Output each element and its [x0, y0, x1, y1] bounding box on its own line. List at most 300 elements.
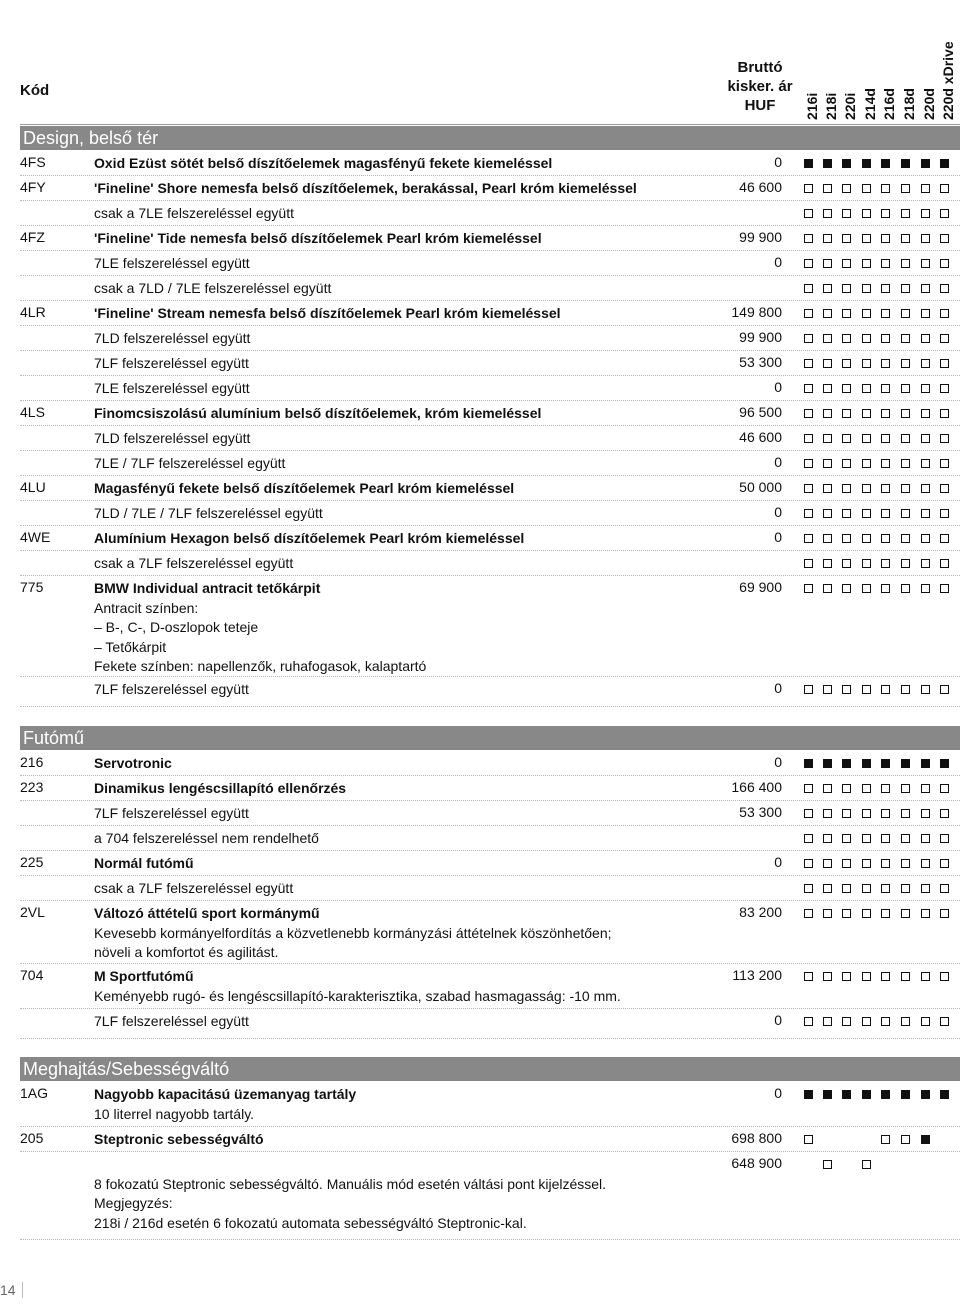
option-price: 166 400 — [731, 779, 782, 795]
optional-equipment-icon — [940, 184, 949, 193]
row-divider — [20, 325, 960, 326]
model-label: 216d — [881, 88, 897, 120]
option-code: 223 — [20, 779, 44, 795]
optional-equipment-icon — [921, 259, 930, 268]
row-divider — [20, 450, 960, 451]
optional-equipment-icon — [901, 409, 910, 418]
option-title: 7LE / 7LF felszereléssel együtt — [94, 455, 286, 471]
optional-equipment-icon — [862, 834, 871, 843]
optional-equipment-icon — [940, 459, 949, 468]
standard-equipment-icon — [862, 759, 871, 768]
option-description — [94, 579, 714, 677]
optional-equipment-icon — [940, 359, 949, 368]
option-description — [94, 680, 714, 700]
optional-equipment-icon — [862, 184, 871, 193]
standard-equipment-icon — [881, 759, 890, 768]
optional-equipment-icon — [881, 809, 890, 818]
option-price: 0 — [774, 1012, 782, 1028]
model-header — [919, 12, 939, 120]
standard-equipment-icon — [842, 159, 851, 168]
model-header — [938, 12, 958, 120]
model-label: 220d — [921, 88, 937, 120]
optional-equipment-icon — [823, 234, 832, 243]
optional-equipment-icon — [881, 1135, 890, 1144]
optional-equipment-icon — [842, 209, 851, 218]
model-header — [821, 12, 841, 120]
optional-equipment-icon — [862, 1160, 871, 1169]
optional-equipment-icon — [940, 409, 949, 418]
row-divider — [20, 425, 960, 426]
option-note: 218i / 216d esetén 6 fokozatú automata sebességváltó Steptronic-kal. — [94, 1214, 527, 1231]
row-divider — [20, 800, 960, 801]
standard-equipment-icon — [881, 1090, 890, 1099]
optional-equipment-icon — [940, 484, 949, 493]
optional-equipment-icon — [823, 559, 832, 568]
option-note: Keményebb rugó- és lengéscsillapító-karakterisztika, szabad hasmagasság: -10 mm. — [94, 987, 621, 1004]
standard-equipment-icon — [940, 759, 949, 768]
optional-equipment-icon — [842, 384, 851, 393]
row-divider — [20, 500, 960, 501]
option-title: Dinamikus lengéscsillapító ellenőrzés — [94, 780, 347, 796]
optional-equipment-icon — [921, 384, 930, 393]
option-code: 775 — [20, 579, 44, 595]
option-title — [94, 1155, 714, 1175]
optional-equipment-icon — [901, 909, 910, 918]
option-description — [94, 967, 714, 1006]
model-label: 218d — [901, 88, 917, 120]
option-title: csak a 7LD / 7LE felszereléssel együtt — [94, 280, 332, 296]
optional-equipment-icon — [881, 309, 890, 318]
optional-equipment-icon — [940, 309, 949, 318]
option-price: 0 — [774, 379, 782, 395]
row-divider — [20, 225, 960, 226]
option-title: Finomcsiszolású alumínium belső díszítőelemek, króm kiemeléssel — [94, 405, 542, 421]
row-divider — [20, 375, 960, 376]
optional-equipment-icon — [862, 434, 871, 443]
option-note: Fekete színben: napellenzők, ruhafogasok, kalaptartó — [94, 658, 427, 674]
optional-equipment-icon — [901, 484, 910, 493]
option-title: 7LF felszereléssel együtt — [94, 355, 249, 371]
optional-equipment-icon — [823, 184, 832, 193]
option-note: Megjegyzés: — [94, 1195, 173, 1211]
optional-equipment-icon — [823, 409, 832, 418]
row-divider — [20, 575, 960, 576]
option-price: 99 900 — [739, 329, 782, 345]
optional-equipment-icon — [881, 409, 890, 418]
option-title: BMW Individual antracit tetőkárpit — [94, 580, 321, 596]
row-divider — [20, 875, 960, 876]
optional-equipment-icon — [862, 559, 871, 568]
option-price: 0 — [774, 529, 782, 545]
optional-equipment-icon — [804, 384, 813, 393]
option-note: Kevesebb kormányelfordítás a közvetlenebb kormányzási áttételnek köszönhetően; — [94, 924, 612, 941]
optional-equipment-icon — [921, 809, 930, 818]
row-divider — [20, 1126, 960, 1127]
optional-equipment-icon — [921, 334, 930, 343]
optional-equipment-icon — [862, 284, 871, 293]
optional-equipment-icon — [901, 559, 910, 568]
option-title: M Sportfutómű — [94, 968, 194, 984]
optional-equipment-icon — [940, 334, 949, 343]
option-description — [94, 804, 714, 824]
optional-equipment-icon — [881, 284, 890, 293]
optional-equipment-icon — [842, 859, 851, 868]
optional-equipment-icon — [823, 209, 832, 218]
option-price: 99 900 — [739, 229, 782, 245]
option-title: 7LF felszereléssel együtt — [94, 681, 249, 697]
standard-equipment-icon — [921, 1090, 930, 1099]
optional-equipment-icon — [842, 334, 851, 343]
option-description — [94, 1130, 714, 1150]
optional-equipment-icon — [862, 859, 871, 868]
optional-equipment-icon — [862, 685, 871, 694]
option-title: csak a 7LF felszereléssel együtt — [94, 555, 294, 571]
optional-equipment-icon — [823, 1160, 832, 1169]
optional-equipment-icon — [881, 884, 890, 893]
optional-equipment-icon — [901, 284, 910, 293]
optional-equipment-icon — [921, 284, 930, 293]
option-title: Magasfényű fekete belső díszítőelemek Pearl króm kiemeléssel — [94, 480, 515, 496]
option-price: 0 — [774, 254, 782, 270]
optional-equipment-icon — [842, 234, 851, 243]
optional-equipment-icon — [901, 534, 910, 543]
option-price: 0 — [774, 154, 782, 170]
option-description — [94, 304, 714, 324]
standard-equipment-icon — [804, 159, 813, 168]
optional-equipment-icon — [842, 584, 851, 593]
row-divider — [20, 200, 960, 201]
optional-equipment-icon — [804, 184, 813, 193]
row-divider — [20, 963, 960, 964]
option-title: csak a 7LE felszereléssel együtt — [94, 205, 294, 221]
optional-equipment-icon — [842, 784, 851, 793]
standard-equipment-icon — [901, 1090, 910, 1099]
section-header: Design, belső tér — [20, 126, 960, 150]
standard-equipment-icon — [901, 759, 910, 768]
option-description — [94, 179, 714, 199]
optional-equipment-icon — [823, 434, 832, 443]
option-price: 0 — [774, 754, 782, 770]
standard-equipment-icon — [921, 759, 930, 768]
option-code: 4LU — [20, 479, 46, 495]
optional-equipment-icon — [804, 259, 813, 268]
optional-equipment-icon — [823, 509, 832, 518]
option-description — [94, 504, 714, 524]
optional-equipment-icon — [862, 584, 871, 593]
option-price: 69 900 — [739, 579, 782, 595]
standard-equipment-icon — [881, 159, 890, 168]
row-divider — [20, 275, 960, 276]
option-code: 4FS — [20, 154, 46, 170]
header-divider — [20, 124, 960, 125]
optional-equipment-icon — [940, 559, 949, 568]
standard-equipment-icon — [823, 1090, 832, 1099]
optional-equipment-icon — [823, 972, 832, 981]
model-header — [899, 12, 919, 120]
row-divider — [20, 175, 960, 176]
standard-equipment-icon — [823, 159, 832, 168]
optional-equipment-icon — [901, 334, 910, 343]
optional-equipment-icon — [823, 809, 832, 818]
row-divider — [20, 400, 960, 401]
optional-equipment-icon — [940, 972, 949, 981]
optional-equipment-icon — [842, 459, 851, 468]
optional-equipment-icon — [921, 559, 930, 568]
option-note: növeli a komfortot és agilitást. — [94, 944, 279, 960]
optional-equipment-icon — [804, 209, 813, 218]
optional-equipment-icon — [804, 1135, 813, 1144]
optional-equipment-icon — [804, 334, 813, 343]
optional-equipment-icon — [921, 434, 930, 443]
row-divider — [20, 250, 960, 251]
optional-equipment-icon — [823, 484, 832, 493]
option-price: 648 900 — [731, 1155, 782, 1171]
optional-equipment-icon — [804, 809, 813, 818]
standard-equipment-icon — [862, 1090, 871, 1099]
option-price: 53 300 — [739, 354, 782, 370]
optional-equipment-icon — [921, 534, 930, 543]
optional-equipment-icon — [940, 584, 949, 593]
optional-equipment-icon — [901, 884, 910, 893]
optional-equipment-icon — [901, 184, 910, 193]
standard-equipment-icon — [921, 1135, 930, 1144]
optional-equipment-icon — [804, 284, 813, 293]
option-description — [94, 404, 714, 424]
option-title: Normál futómű — [94, 855, 194, 871]
optional-equipment-icon — [921, 359, 930, 368]
optional-equipment-icon — [862, 909, 871, 918]
optional-equipment-icon — [940, 434, 949, 443]
optional-equipment-icon — [901, 359, 910, 368]
optional-equipment-icon — [862, 884, 871, 893]
optional-equipment-icon — [804, 584, 813, 593]
optional-equipment-icon — [921, 584, 930, 593]
option-description — [94, 1155, 714, 1233]
optional-equipment-icon — [842, 884, 851, 893]
optional-equipment-icon — [901, 434, 910, 443]
optional-equipment-icon — [921, 884, 930, 893]
option-code: 216 — [20, 754, 44, 770]
option-title: Servotronic — [94, 755, 172, 771]
optional-equipment-icon — [921, 834, 930, 843]
section-end-divider — [20, 1239, 960, 1240]
optional-equipment-icon — [862, 534, 871, 543]
optional-equipment-icon — [842, 409, 851, 418]
option-title: 7LE felszereléssel együtt — [94, 255, 250, 271]
optional-equipment-icon — [842, 809, 851, 818]
optional-equipment-icon — [804, 685, 813, 694]
price-column-header — [715, 58, 805, 115]
optional-equipment-icon — [862, 409, 871, 418]
optional-equipment-icon — [881, 534, 890, 543]
row-divider — [20, 825, 960, 826]
optional-equipment-icon — [921, 184, 930, 193]
optional-equipment-icon — [901, 1017, 910, 1026]
option-description — [94, 829, 714, 849]
optional-equipment-icon — [921, 234, 930, 243]
optional-equipment-icon — [940, 259, 949, 268]
section-header: Meghajtás/Sebességváltó — [20, 1057, 960, 1081]
row-divider — [20, 525, 960, 526]
option-code: 205 — [20, 1130, 44, 1146]
optional-equipment-icon — [881, 509, 890, 518]
optional-equipment-icon — [881, 584, 890, 593]
row-divider — [20, 300, 960, 301]
option-description — [94, 554, 714, 574]
optional-equipment-icon — [881, 359, 890, 368]
option-note: 10 literrel nagyobb tartály. — [94, 1105, 255, 1122]
optional-equipment-icon — [901, 809, 910, 818]
optional-equipment-icon — [862, 384, 871, 393]
option-price: 53 300 — [739, 804, 782, 820]
option-title: 7LD felszereléssel együtt — [94, 330, 251, 346]
optional-equipment-icon — [881, 434, 890, 443]
optional-equipment-icon — [921, 209, 930, 218]
option-price: 96 500 — [739, 404, 782, 420]
optional-equipment-icon — [901, 384, 910, 393]
option-code: 4FY — [20, 179, 46, 195]
section-header: Futómű — [20, 726, 960, 750]
option-title: Steptronic sebességváltó — [94, 1131, 264, 1147]
optional-equipment-icon — [921, 1017, 930, 1026]
row-divider — [20, 676, 960, 677]
optional-equipment-icon — [842, 284, 851, 293]
optional-equipment-icon — [940, 284, 949, 293]
optional-equipment-icon — [823, 259, 832, 268]
optional-equipment-icon — [842, 184, 851, 193]
optional-equipment-icon — [862, 309, 871, 318]
optional-equipment-icon — [901, 1135, 910, 1144]
option-description — [94, 454, 714, 474]
option-code: 4LR — [20, 304, 46, 320]
optional-equipment-icon — [881, 484, 890, 493]
option-price: 0 — [774, 1085, 782, 1101]
model-label: 220i — [842, 92, 858, 120]
section-end-divider — [20, 1038, 960, 1039]
option-note: – B-, C-, D-oszlopok teteje — [94, 619, 259, 635]
optional-equipment-icon — [823, 685, 832, 694]
optional-equipment-icon — [881, 859, 890, 868]
optional-equipment-icon — [804, 409, 813, 418]
option-note: Antracit színben: — [94, 599, 199, 616]
standard-equipment-icon — [842, 1090, 851, 1099]
optional-equipment-icon — [823, 534, 832, 543]
option-code: 225 — [20, 854, 44, 870]
optional-equipment-icon — [881, 459, 890, 468]
optional-equipment-icon — [881, 909, 890, 918]
optional-equipment-icon — [940, 685, 949, 694]
optional-equipment-icon — [940, 209, 949, 218]
model-label: 216i — [804, 92, 820, 120]
optional-equipment-icon — [881, 209, 890, 218]
option-price: 46 600 — [739, 429, 782, 445]
optional-equipment-icon — [842, 834, 851, 843]
model-header — [802, 12, 822, 120]
optional-equipment-icon — [804, 534, 813, 543]
row-divider — [20, 350, 960, 351]
optional-equipment-icon — [901, 859, 910, 868]
optional-equipment-icon — [804, 234, 813, 243]
optional-equipment-icon — [823, 909, 832, 918]
option-price: 0 — [774, 680, 782, 696]
option-title: 'Fineline' Tide nemesfa belső díszítőelemek Pearl króm kiemeléssel — [94, 230, 542, 246]
optional-equipment-icon — [804, 859, 813, 868]
optional-equipment-icon — [823, 459, 832, 468]
standard-equipment-icon — [842, 759, 851, 768]
optional-equipment-icon — [823, 584, 832, 593]
option-description — [94, 329, 714, 349]
option-description — [94, 354, 714, 374]
option-description — [94, 904, 714, 963]
standard-equipment-icon — [804, 759, 813, 768]
optional-equipment-icon — [921, 909, 930, 918]
option-description — [94, 1012, 714, 1032]
option-description — [94, 379, 714, 399]
optional-equipment-icon — [901, 259, 910, 268]
optional-equipment-icon — [881, 184, 890, 193]
standard-equipment-icon — [921, 159, 930, 168]
option-description — [94, 229, 714, 249]
optional-equipment-icon — [842, 484, 851, 493]
option-title: Oxid Ezüst sötét belső díszítőelemek magasfényű fekete kiemeléssel — [94, 155, 553, 171]
standard-equipment-icon — [804, 1090, 813, 1099]
optional-equipment-icon — [881, 834, 890, 843]
option-description — [94, 204, 714, 224]
option-price: 149 800 — [731, 304, 782, 320]
option-title: 7LF felszereléssel együtt — [94, 1013, 249, 1029]
option-price: 46 600 — [739, 179, 782, 195]
standard-equipment-icon — [940, 159, 949, 168]
option-price: 113 200 — [732, 967, 782, 983]
option-price: 698 800 — [731, 1130, 782, 1146]
optional-equipment-icon — [901, 972, 910, 981]
optional-equipment-icon — [862, 1017, 871, 1026]
optional-equipment-icon — [842, 909, 851, 918]
optional-equipment-icon — [921, 484, 930, 493]
option-title: 7LE felszereléssel együtt — [94, 380, 250, 396]
optional-equipment-icon — [862, 459, 871, 468]
optional-equipment-icon — [881, 1017, 890, 1026]
optional-equipment-icon — [940, 509, 949, 518]
optional-equipment-icon — [823, 359, 832, 368]
optional-equipment-icon — [823, 384, 832, 393]
optional-equipment-icon — [881, 559, 890, 568]
optional-equipment-icon — [823, 334, 832, 343]
optional-equipment-icon — [940, 859, 949, 868]
optional-equipment-icon — [804, 459, 813, 468]
optional-equipment-icon — [862, 784, 871, 793]
row-divider — [20, 550, 960, 551]
option-code: 4FZ — [20, 229, 45, 245]
price-header-line: Bruttó — [737, 59, 783, 76]
optional-equipment-icon — [862, 259, 871, 268]
option-note: – Tetőkárpit — [94, 638, 167, 655]
option-description — [94, 779, 714, 799]
optional-equipment-icon — [842, 309, 851, 318]
optional-equipment-icon — [804, 909, 813, 918]
optional-equipment-icon — [940, 384, 949, 393]
optional-equipment-icon — [823, 784, 832, 793]
option-title: Változó áttételű sport kormánymű — [94, 905, 320, 921]
optional-equipment-icon — [842, 509, 851, 518]
optional-equipment-icon — [804, 834, 813, 843]
option-title: csak a 7LF felszereléssel együtt — [94, 880, 294, 896]
optional-equipment-icon — [921, 685, 930, 694]
optional-equipment-icon — [881, 972, 890, 981]
row-divider — [20, 475, 960, 476]
row-divider — [20, 850, 960, 851]
optional-equipment-icon — [940, 784, 949, 793]
